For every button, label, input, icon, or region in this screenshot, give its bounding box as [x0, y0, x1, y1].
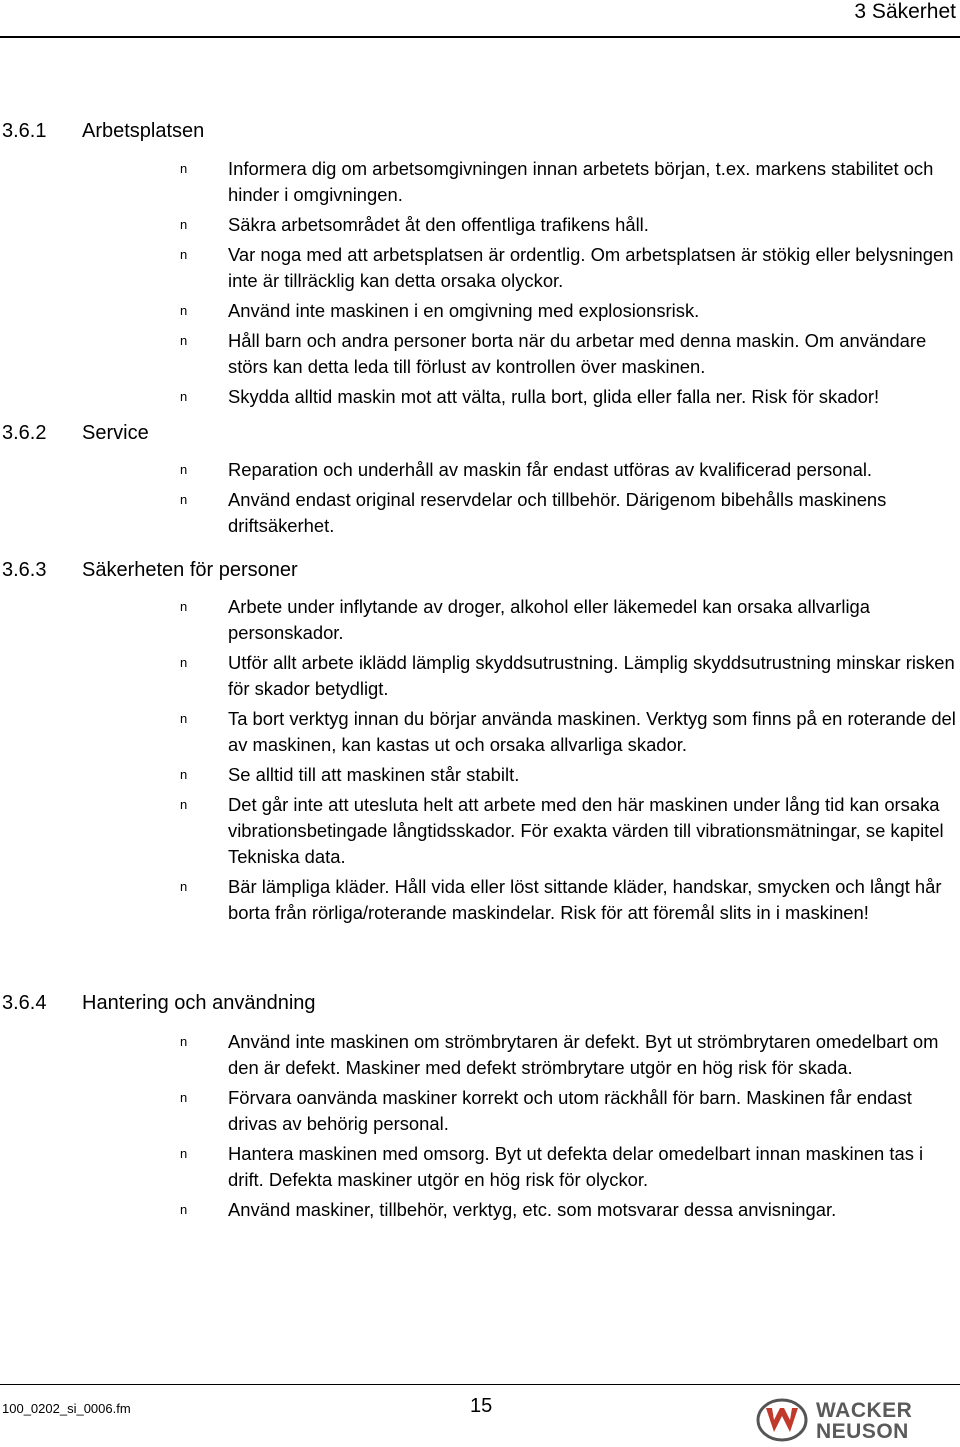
section-title: Service [82, 422, 149, 444]
list-item: n Var noga med att arbetsplatsen är ordentlig. Om arbetsplatsen är stökig eller belysningen inte är tillräcklig kan detta orsaka olyckor. [180, 244, 954, 291]
footer-file-name: 100_0202_si_0006.fm [2, 1401, 131, 1416]
bullet-icon: n [180, 1146, 188, 1161]
bullet-icon: n [180, 389, 188, 404]
hantering-och-anvandning-list [180, 1029, 960, 1227]
list-item: n Bär lämpliga kläder. Håll vida eller löst sittande kläder, handskar, smycken och långt hår borta från rörliga/roterande maskindelar. Risk för att föremål slits in i maskinen! [180, 876, 942, 923]
list-item: n Arbete under inflytande av droger, alkohol eller läkemedel kan orsaka allvarliga personskador. [180, 596, 871, 643]
list-item: n Reparation och underhåll av maskin får endast utföras av kvalificerad personal. [180, 457, 960, 483]
bullet-icon: n [180, 303, 188, 318]
section-heading-service [2, 420, 149, 446]
list-item: n Använd maskiner, tillbehör, verktyg, etc. som motsvarar dessa anvisningar. [180, 1197, 960, 1223]
arbetsplatsen-list [180, 156, 960, 414]
bullet-icon: n [180, 879, 188, 894]
list-item: n Se alltid till att maskinen står stabilt. [180, 762, 960, 788]
list-item: n Förvara oanvända maskiner korrekt och utom räckhåll för barn. Maskinen får endast drivas av behörig personal. [180, 1087, 912, 1134]
section-number: 3.6.1 [2, 120, 47, 142]
bullet-icon: n [180, 767, 188, 782]
list-item: n Skydda alltid maskin mot att välta, rulla bort, glida eller falla ner. Risk för skador! [180, 384, 960, 410]
bullet-icon: n [180, 797, 188, 812]
list-item: n Använd inte maskinen i en omgivning med explosionsrisk. [180, 298, 960, 324]
section-number: 3.6.2 [2, 422, 47, 444]
logo-line-2: NEUSON [816, 1420, 909, 1443]
section-heading-arbetsplatsen [2, 118, 204, 144]
section-number: 3.6.3 [2, 559, 47, 581]
logo-line-1: WACKER [816, 1399, 913, 1422]
service-list [180, 457, 960, 543]
chapter-title: 3 Säkerhet [854, 0, 956, 23]
bullet-icon: n [180, 1034, 188, 1049]
bullet-icon: n [180, 1090, 188, 1105]
section-title: Arbetsplatsen [82, 120, 205, 142]
list-item: n Använd inte maskinen om strömbrytaren är defekt. Byt ut strömbrytaren omedelbart om den är defekt. Maskiner med defekt strömbrytare utgör en hög risk för skada. [180, 1031, 939, 1078]
brand-logo [816, 1400, 960, 1442]
footer-divider [0, 1384, 960, 1385]
list-item: n Håll barn och andra personer borta när du arbetar med denna maskin. Om användare störs kan detta leda till förlust av kontrollen över maskinen. [180, 330, 927, 377]
list-item: n Det går inte att utesluta helt att arbete med den här maskinen under lång tid kan orsaka vibrationsbetingade långtidsskador. För exakta värden till vibrationsmätningar, se kapitel Tekniska data. [180, 794, 944, 867]
bullet-icon: n [180, 217, 188, 232]
bullet-icon: n [180, 492, 188, 507]
list-item: n Använd endast original reservdelar och tillbehör. Därigenom bibehålls maskinens driftsäkerhet. [180, 489, 887, 536]
wacker-neuson-w-logo-icon [756, 1398, 808, 1442]
bullet-icon: n [180, 462, 188, 477]
bullet-icon: n [180, 1202, 188, 1217]
section-heading-sakerheten-for-personer [2, 557, 298, 583]
page-number: 15 [470, 1395, 493, 1417]
section-heading-hantering-och-anvandning [2, 990, 316, 1016]
bullet-icon: n [180, 655, 188, 670]
header-divider [0, 36, 960, 38]
section-title: Hantering och användning [82, 992, 316, 1014]
list-item: n Säkra arbetsområdet åt den offentliga trafikens håll. [180, 212, 960, 238]
bullet-icon: n [180, 161, 188, 176]
bullet-icon: n [180, 599, 188, 614]
section-title: Säkerheten för personer [82, 559, 298, 581]
section-number: 3.6.4 [2, 992, 47, 1014]
list-item: n Hantera maskinen med omsorg. Byt ut defekta delar omedelbart innan maskinen tas i drift. Defekta maskiner utgör en hög risk för olyckor. [180, 1143, 924, 1190]
bullet-icon: n [180, 711, 188, 726]
list-item: n Utför allt arbete iklädd lämplig skyddsutrustning. Lämplig skyddsutrustning minskar risken för skador betydligt. [180, 652, 955, 699]
list-item: n Ta bort verktyg innan du börjar använda maskinen. Verktyg som finns på en roterande del av maskinen, kan kastas ut och orsaka allvarliga skador. [180, 708, 956, 755]
bullet-icon: n [180, 333, 188, 348]
bullet-icon: n [180, 247, 188, 262]
list-item: n Informera dig om arbetsomgivningen innan arbetets början, t.ex. markens stabilitet och hinder i omgivningen. [180, 158, 934, 205]
sakerheten-for-personer-list [180, 594, 960, 930]
